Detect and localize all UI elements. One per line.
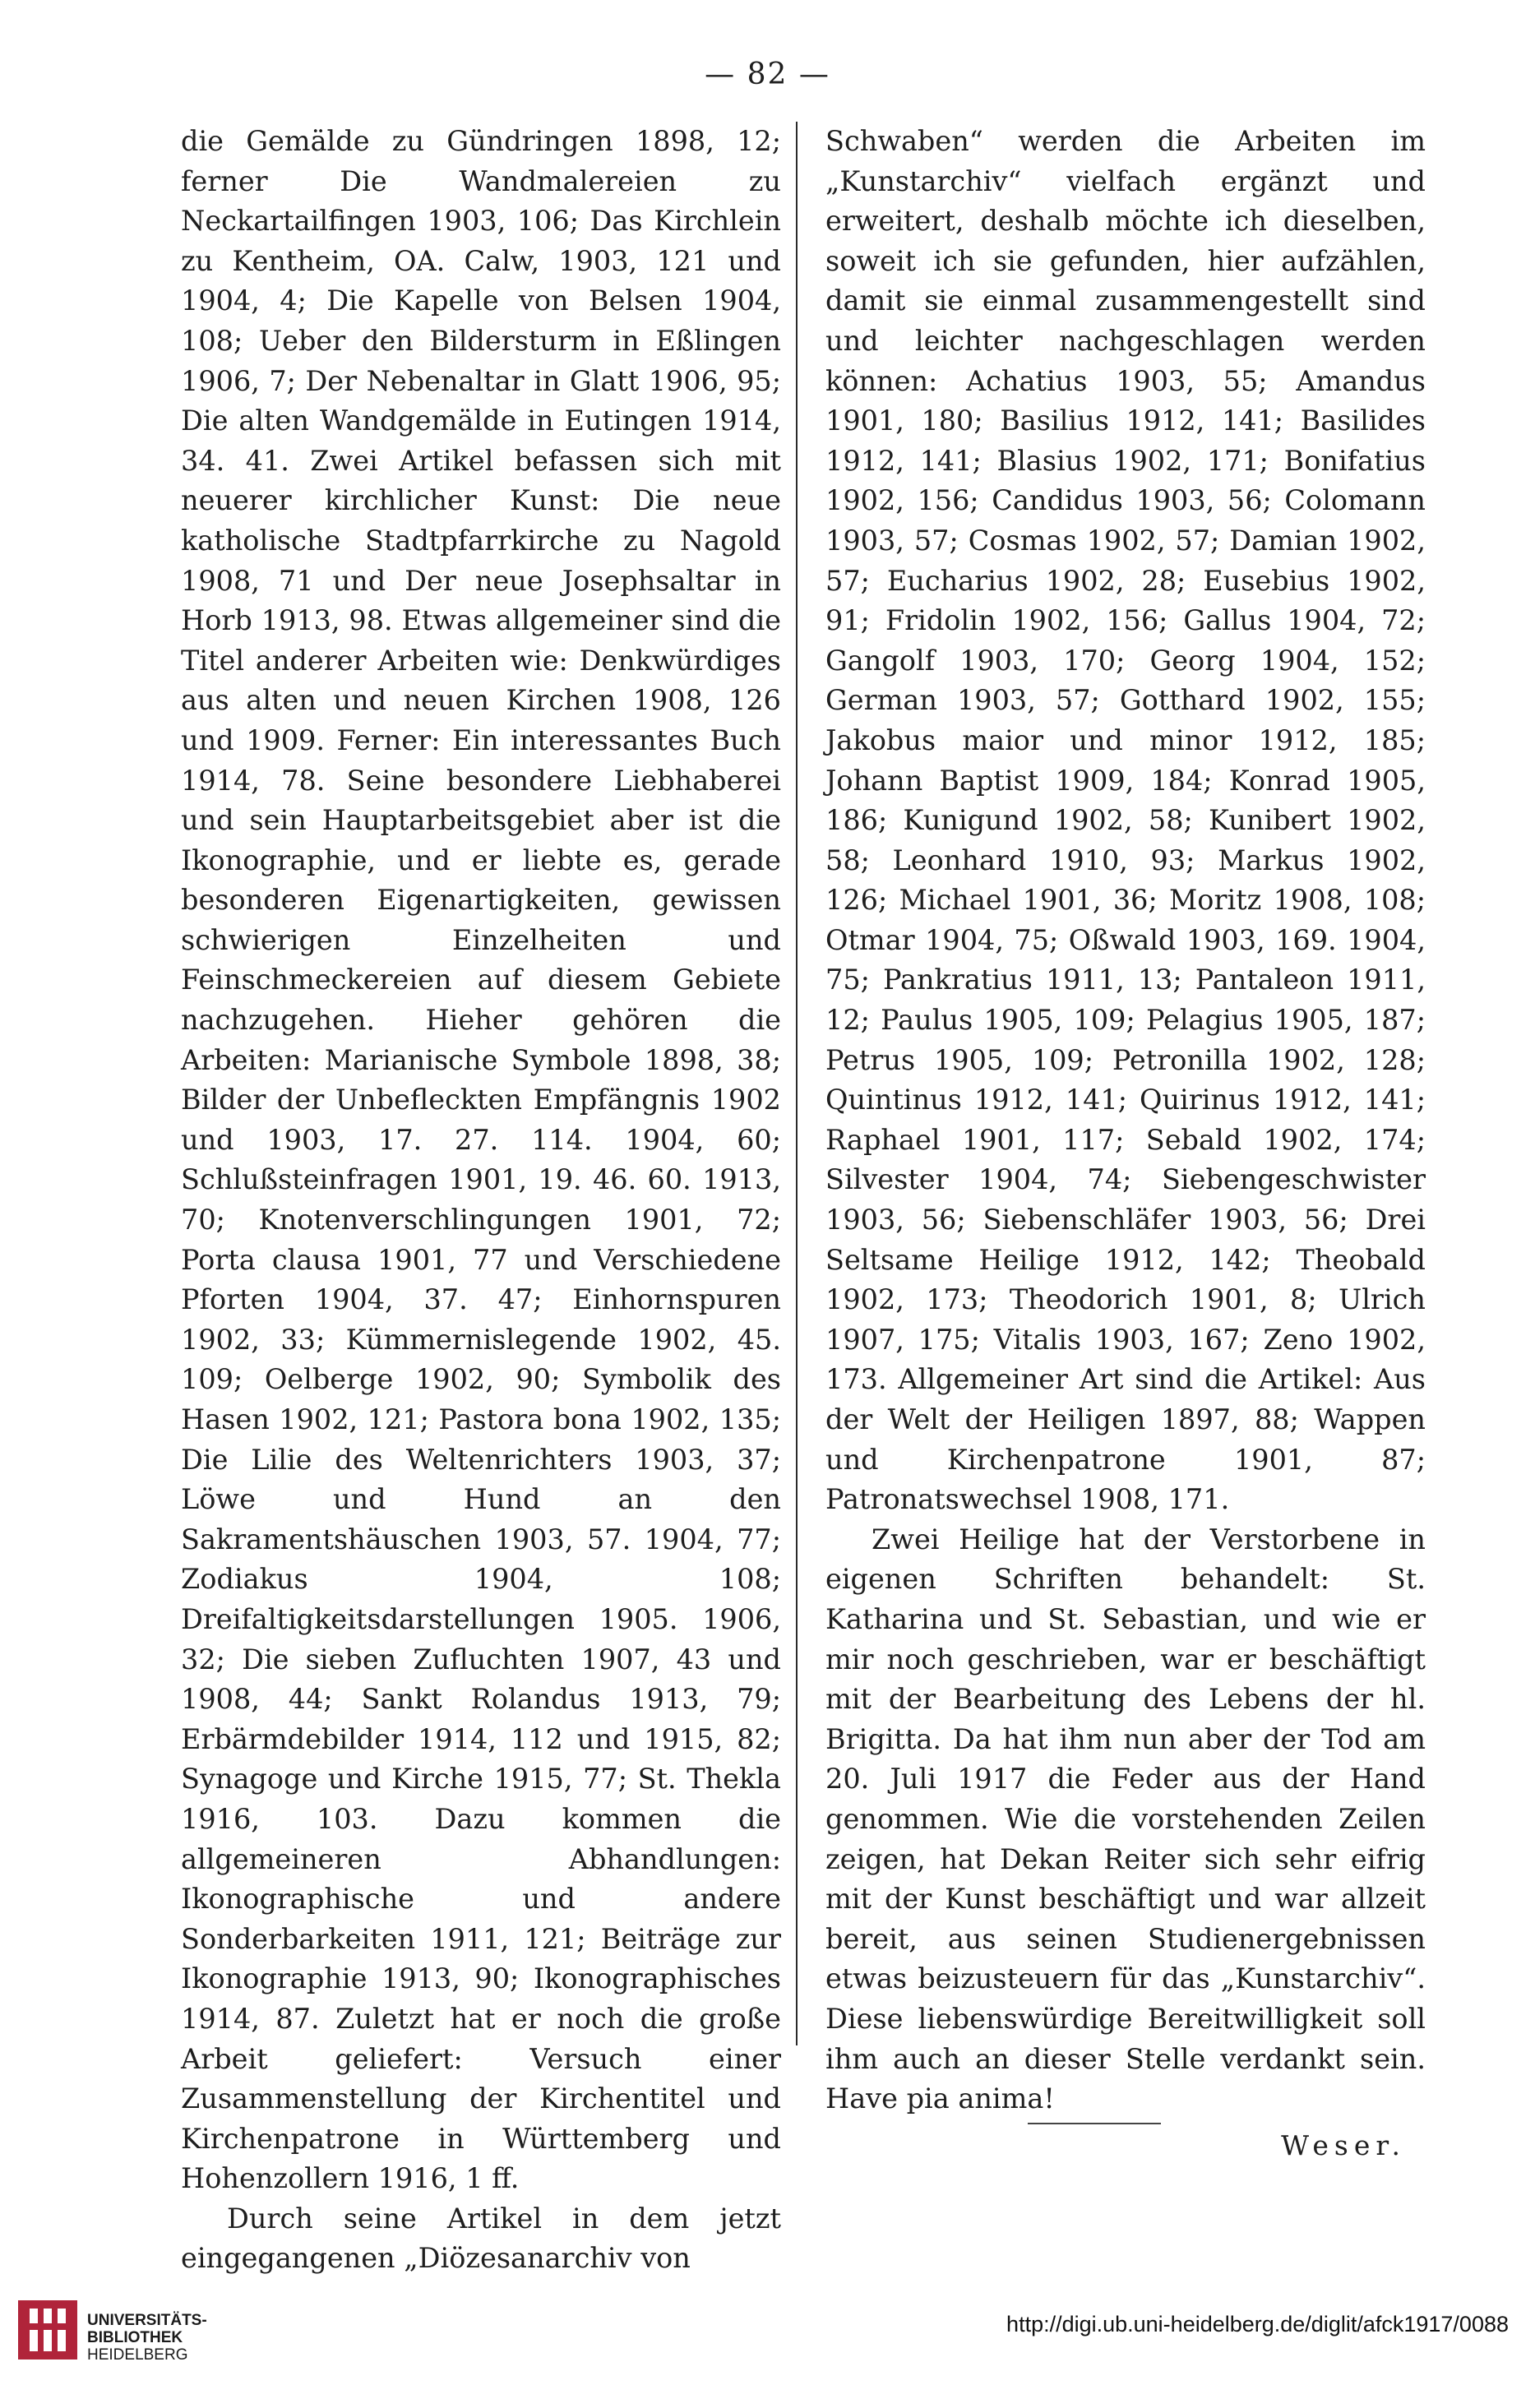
library-name-line-1: UNIVERSITÄTS-	[87, 2312, 207, 2329]
left-column	[181, 122, 781, 2279]
left-paragraph-1: die Gemälde zu Gündringen 1898, 12; ferner Die Wandmalereien zu Neckartailfingen 1903, 106; Das Kirchlein zu Kentheim, OA. Calw, 1903, 121 und 1904, 4; Die Kapelle von Belsen 1904, 108; Ueber den Bildersturm in Eßlingen 1906, 7; Der Nebenaltar in Glatt 1906, 95; Die alten Wandgemälde in Eutingen 1914, 34. 41. Zwei Artikel befassen sich mit neuerer kirchlicher Kunst: Die neue katholische Stadtpfarrkirche zu Nagold 1908, 71 und Der neue Josephsaltar in Horb 1913, 98. Etwas allgemeiner sind die Titel anderer Arbeiten wie: Denkwürdiges aus alten und neuen Kirchen 1908, 126 und 1909. Ferner: Ein interessantes Buch 1914, 78. Seine besondere Liebhaberei und sein Hauptarbeitsgebiet aber ist die Ikonographie, und er liebte es, gerade besonderen Eigenartigkeiten, gewissen schwierigen Einzelheiten und Feinschmeckereien auf diesem Gebiete nachzugehen. Hieher gehören die Arbeiten: Marianische Symbole 1898, 38; Bilder der Unbefleckten Empfängnis 1902 und 1903, 17. 27. 114. 1904, 60; Schlußsteinfragen 1901, 19. 46. 60. 1913, 70; Knotenverschlingungen 1901, 72; Porta clausa 1901, 77 und Verschiedene Pforten 1904, 37. 47; Einhornspuren 1902, 33; Kümmernislegende 1902, 45. 109; Oelberge 1902, 90; Symbolik des Hasen 1902, 121; Pastora bona 1902, 135; Die Lilie des Weltenrichters 1903, 37; Löwe und Hund an den Sakramentshäuschen 1903, 57. 1904, 77; Zodiakus 1904, 108; Dreifaltigkeitsdarstellungen 1905. 1906, 32; Die sieben Zufluchten 1907, 43 und 1908, 44; Sankt Rolandus 1913, 79; Erbärmdebilder 1914, 112 und 1915, 82; Synagoge und Kirche 1915, 77; St. Thekla 1916, 103. Dazu kommen die allgemeineren Abhandlungen: Ikonographische und andere Sonderbarkeiten 1911, 121; Beiträge zur Ikonographie 1913, 90; Ikonographisches 1914, 87. Zuletzt hat er noch die große Arbeit geliefert: Versuch einer Zusammenstellung der Kirchentitel und Kirchenpatrone in Württemberg und Hohenzollern 1916, 1 ff.	[181, 125, 781, 2195]
end-rule	[1028, 2123, 1161, 2124]
author-signature: Weser.	[1281, 2128, 1406, 2161]
left-paragraph-2: Durch seine Artikel in dem jetzt eingegangenen „Diözesanarchiv von	[181, 2202, 781, 2275]
right-paragraph-2: Zwei Heilige hat der Verstorbene in eigenen Schriften behandelt: St. Katharina und St. Sebastian, und wie er mir noch geschrieben, war er beschäftigt mit der Bearbeitung des Lebens der hl. Brigitta. Da hat ihm nun aber der Tod am 20. Juli 1917 die Feder aus der Hand genommen. Wie die vorstehenden Zeilen zeigen, hat Dekan Reiter sich sehr eifrig mit der Kunst beschäftigt und war allzeit bereit, aus seinen Studienergebnissen etwas beizusteuern für das „Kunstarchiv“. Diese liebenswürdige Bereitwilligkeit soll ihm auch an dieser Stelle verdankt sein. Have pia anima!	[825, 1523, 1426, 2115]
source-url-link[interactable]: http://digi.ub.uni-heidelberg.de/diglit/afck1917/0088	[1006, 2312, 1509, 2336]
footer-bar	[0, 2286, 1535, 2408]
library-name	[87, 2312, 207, 2364]
library-name-line-2: BIBLIOTHEK	[87, 2329, 183, 2346]
right-column	[825, 122, 1426, 2161]
library-logo-icon	[18, 2300, 77, 2359]
column-divider	[796, 122, 798, 2045]
page-number: — 82 —	[705, 58, 830, 91]
library-name-line-3: HEIDELBERG	[87, 2346, 188, 2364]
right-paragraph-1: Schwaben“ werden die Arbeiten im „Kunstarchiv“ vielfach ergänzt und erweitert, deshalb möchte ich dieselben, soweit ich sie gefunden, hier aufzählen, damit sie einmal zusammengestellt sind und leichter nachgeschlagen werden können: Achatius 1903, 55; Amandus 1901, 180; Basilius 1912, 141; Basilides 1912, 141; Blasius 1902, 171; Bonifatius 1902, 156; Candidus 1903, 56; Colomann 1903, 57; Cosmas 1902, 57; Damian 1902, 57; Eucharius 1902, 28; Eusebius 1902, 91; Fridolin 1902, 156; Gallus 1904, 72; Gangolf 1903, 170; Georg 1904, 152; German 1903, 57; Gotthard 1902, 155; Jakobus maior und minor 1912, 185; Johann Baptist 1909, 184; Konrad 1905, 186; Kunigund 1902, 58; Kunibert 1902, 58; Leonhard 1910, 93; Markus 1902, 126; Michael 1901, 36; Moritz 1908, 108; Otmar 1904, 75; Oßwald 1903, 169. 1904, 75; Pankratius 1911, 13; Pantaleon 1911, 12; Paulus 1905, 109; Pelagius 1905, 187; Petrus 1905, 109; Petronilla 1902, 128; Quintinus 1912, 141; Quirinus 1912, 141; Raphael 1901, 117; Sebald 1902, 174; Silvester 1904, 74; Siebengeschwister 1903, 56; Siebenschläfer 1903, 56; Drei Seltsame Heilige 1912, 142; Theobald 1902, 173; Theodorich 1901, 8; Ulrich 1907, 175; Vitalis 1903, 167; Zeno 1902, 173. Allgemeiner Art sind die Artikel: Aus der Welt der Heiligen 1897, 88; Wappen und Kirchenpatrone 1901, 87; Patronatswechsel 1908, 171.	[825, 125, 1426, 1516]
